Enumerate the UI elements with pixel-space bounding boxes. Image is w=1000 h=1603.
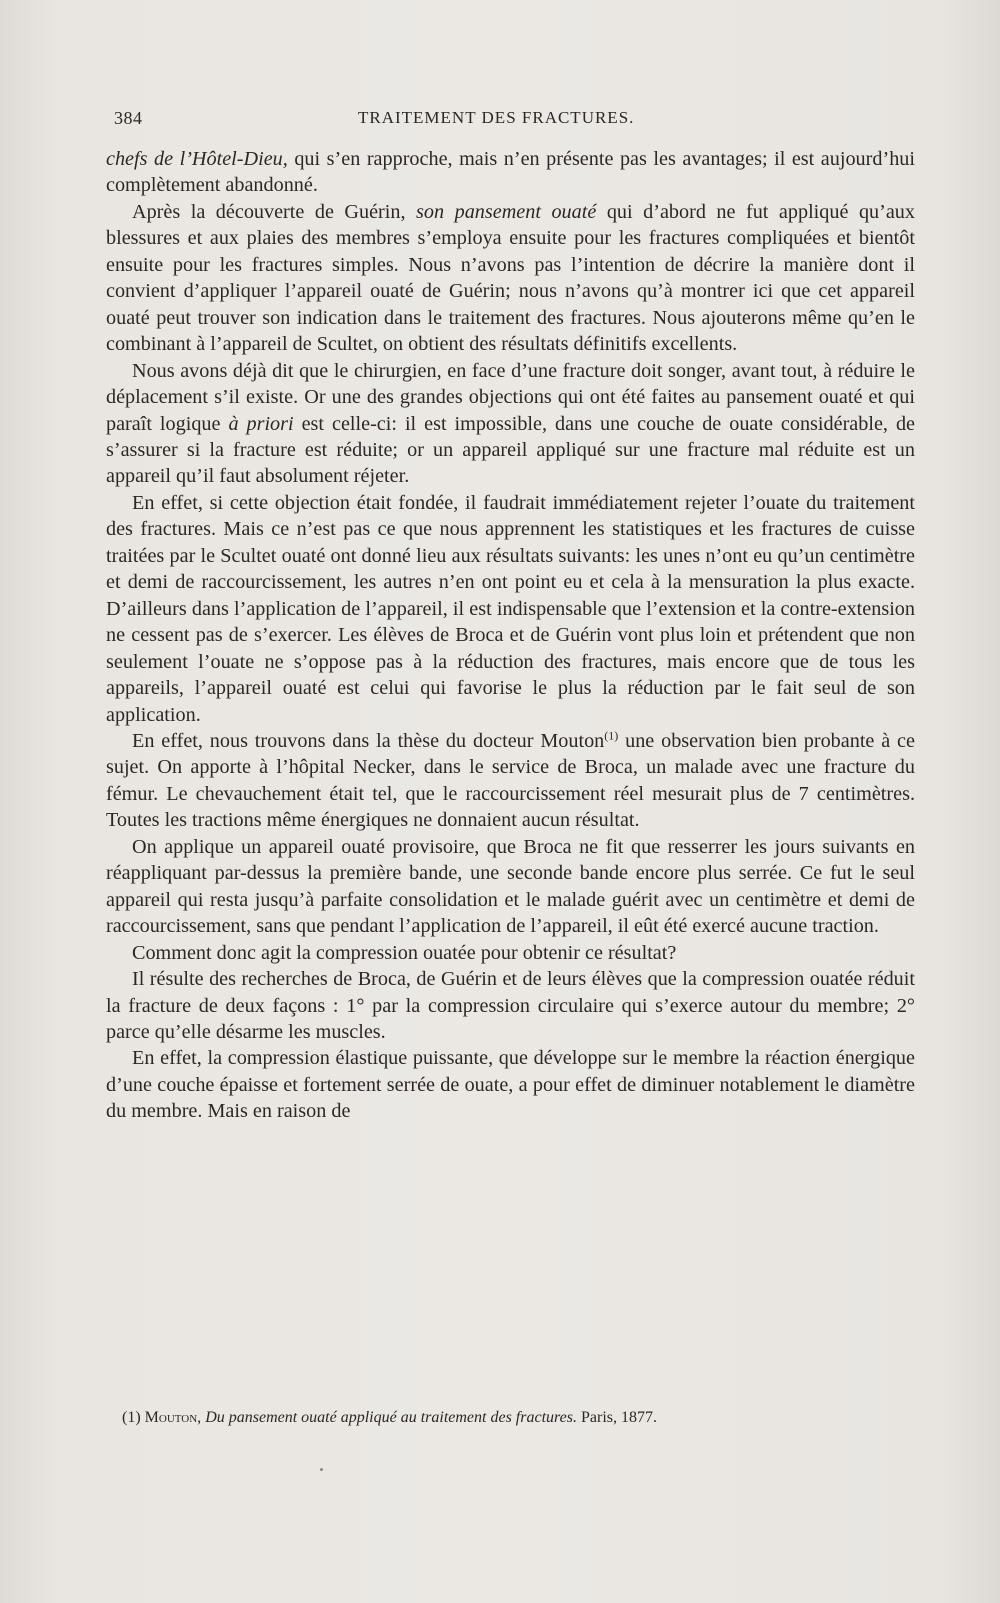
paragraph — [106, 728, 915, 834]
text-run: Il résulte des recherches de Broca, de Guérin et de leurs élèves que la compression ouatée réduit la fracture de deux façons : 1° par la compression circulaire qui s’exerce autour du membre; 2° parce qu’elle désarme les muscles. — [106, 968, 915, 1043]
italic-text: son pansement ouaté — [416, 200, 597, 223]
paragraph — [106, 490, 915, 728]
paper-speck — [320, 1468, 323, 1471]
text-run: Comment donc agit la compression ouatée pour obtenir ce résultat? — [132, 941, 677, 964]
footnote-title: Du pansement ouaté appliqué au traitement des fractures. — [205, 1409, 577, 1426]
paragraph — [106, 966, 915, 1045]
text-run: une observation bien probante à ce sujet. On apporte à l’hôpital Necker, dans le service de Broca, un malade avec une fracture du fémur. Le chevauchement était tel, que le raccourcissement réel mesurait plus de 7 centimètres. Toutes les tractions même énergiques ne donnaient aucun résultat. — [106, 729, 915, 832]
text-run: qui d’abord ne fut appliqué qu’aux blessures et aux plaies des membres s’employa ensuite pour les fractures compliquées et bientôt ensuite pour les fractures simples. Nous n’avons pas l’intention de décrire la manière dont il convient d’appliquer l’appareil ouaté de Guérin; nous n’avons qu’à montrer ici que cet appareil ouaté peut trouver son indication dans le traitement des fractures. Nous ajouterons même qu’en le combinant à l’appareil de Scultet, on obtient des résultats définitifs excellents. — [106, 200, 915, 356]
text-run: En effet, nous trouvons dans la thèse du docteur Mouton — [132, 729, 605, 752]
paragraph — [106, 834, 915, 940]
footnote-marker: (1) — [122, 1409, 141, 1426]
paragraph — [106, 1045, 915, 1124]
running-header — [114, 108, 672, 138]
text-run: qui s’en rapproche, mais n’en présente pas les avantages; il est aujourd’hui complètement abandonné. — [106, 148, 915, 197]
text-run: En effet, la compression élastique puissante, que développe sur le membre la réaction énergique d’une couche épaisse et fortement serrée de ouate, a pour effet de diminuer notablement le diamètre du membre. Mais en raison de — [106, 1047, 915, 1123]
text-run: On applique un appareil ouaté provisoire, que Broca ne fit que resserrer les jours suivants en réappliquant par-dessus la première bande, une seconde bande encore plus serrée. Ce fut le seul appareil qui resta jusqu’à parfaite consolidation et le malade guérit avec un centimètre et demi de raccourcissement, sans que pendant l’application de l’appareil, il eût été exercé aucune traction. — [106, 835, 915, 938]
text-run: Nous avons déjà dit que le chirurgien, en face d’une fracture doit songer, avant tout, à réduire le déplacement s’il existe. Or une des grandes objections qui ont été faites au pansement ouaté et qui paraît logique — [106, 359, 915, 435]
footnote-reference: (1) — [604, 728, 619, 743]
paragraph — [106, 940, 915, 966]
footnote — [122, 1408, 912, 1428]
footnote-place-date: Paris, 1877. — [580, 1409, 657, 1426]
text-run: En effet, si cette objection était fondée, il faudrait immédiatement rejeter l’ouate du traitement des fractures. Mais ce n’est pas ce que nous apprennent les statistiques et les fractures de cuisse traitées par le Scultet ouaté ont donné lieu aux résultats suivants: les unes n’ont eu qu’un centimètre et demi de raccourcissement, les autres n’en ont point eu et cela à la mensuration la plus exacte. D’ailleurs dans l’application de l’appareil, il est indispensable que l’extension et la contre-extension ne cessent pas de s’exercer. Les élèves de Broca et de Guérin vont plus loin et prétendent que non seulement l’ouate ne s’oppose pas à la réduction des fractures, mais encore que de tous les appareils, l’appareil ouaté est celui qui favorise le plus la réduction par le fait seul de son application. — [106, 491, 915, 726]
page-number: 384 — [114, 108, 143, 128]
running-title: TRAITEMENT DES FRACTURES. — [358, 108, 635, 127]
text-run: est celle-ci: il est impossible, dans une couche de ouate considérable, de s’assurer si la fracture est réduite; or un appareil appliqué sur une fracture mal réduite est un appareil qu’il faut absolument réjeter. — [106, 412, 915, 488]
italic-text: à priori — [228, 412, 294, 435]
body-text — [106, 146, 915, 1125]
paragraph — [106, 199, 915, 358]
paragraph — [106, 358, 915, 490]
italic-text: chefs de l’Hôtel-Dieu, — [106, 148, 288, 170]
paragraph — [106, 146, 915, 199]
text-run: Après la découverte de Guérin, — [132, 200, 417, 223]
footnote-author: Mouton, — [144, 1409, 202, 1426]
